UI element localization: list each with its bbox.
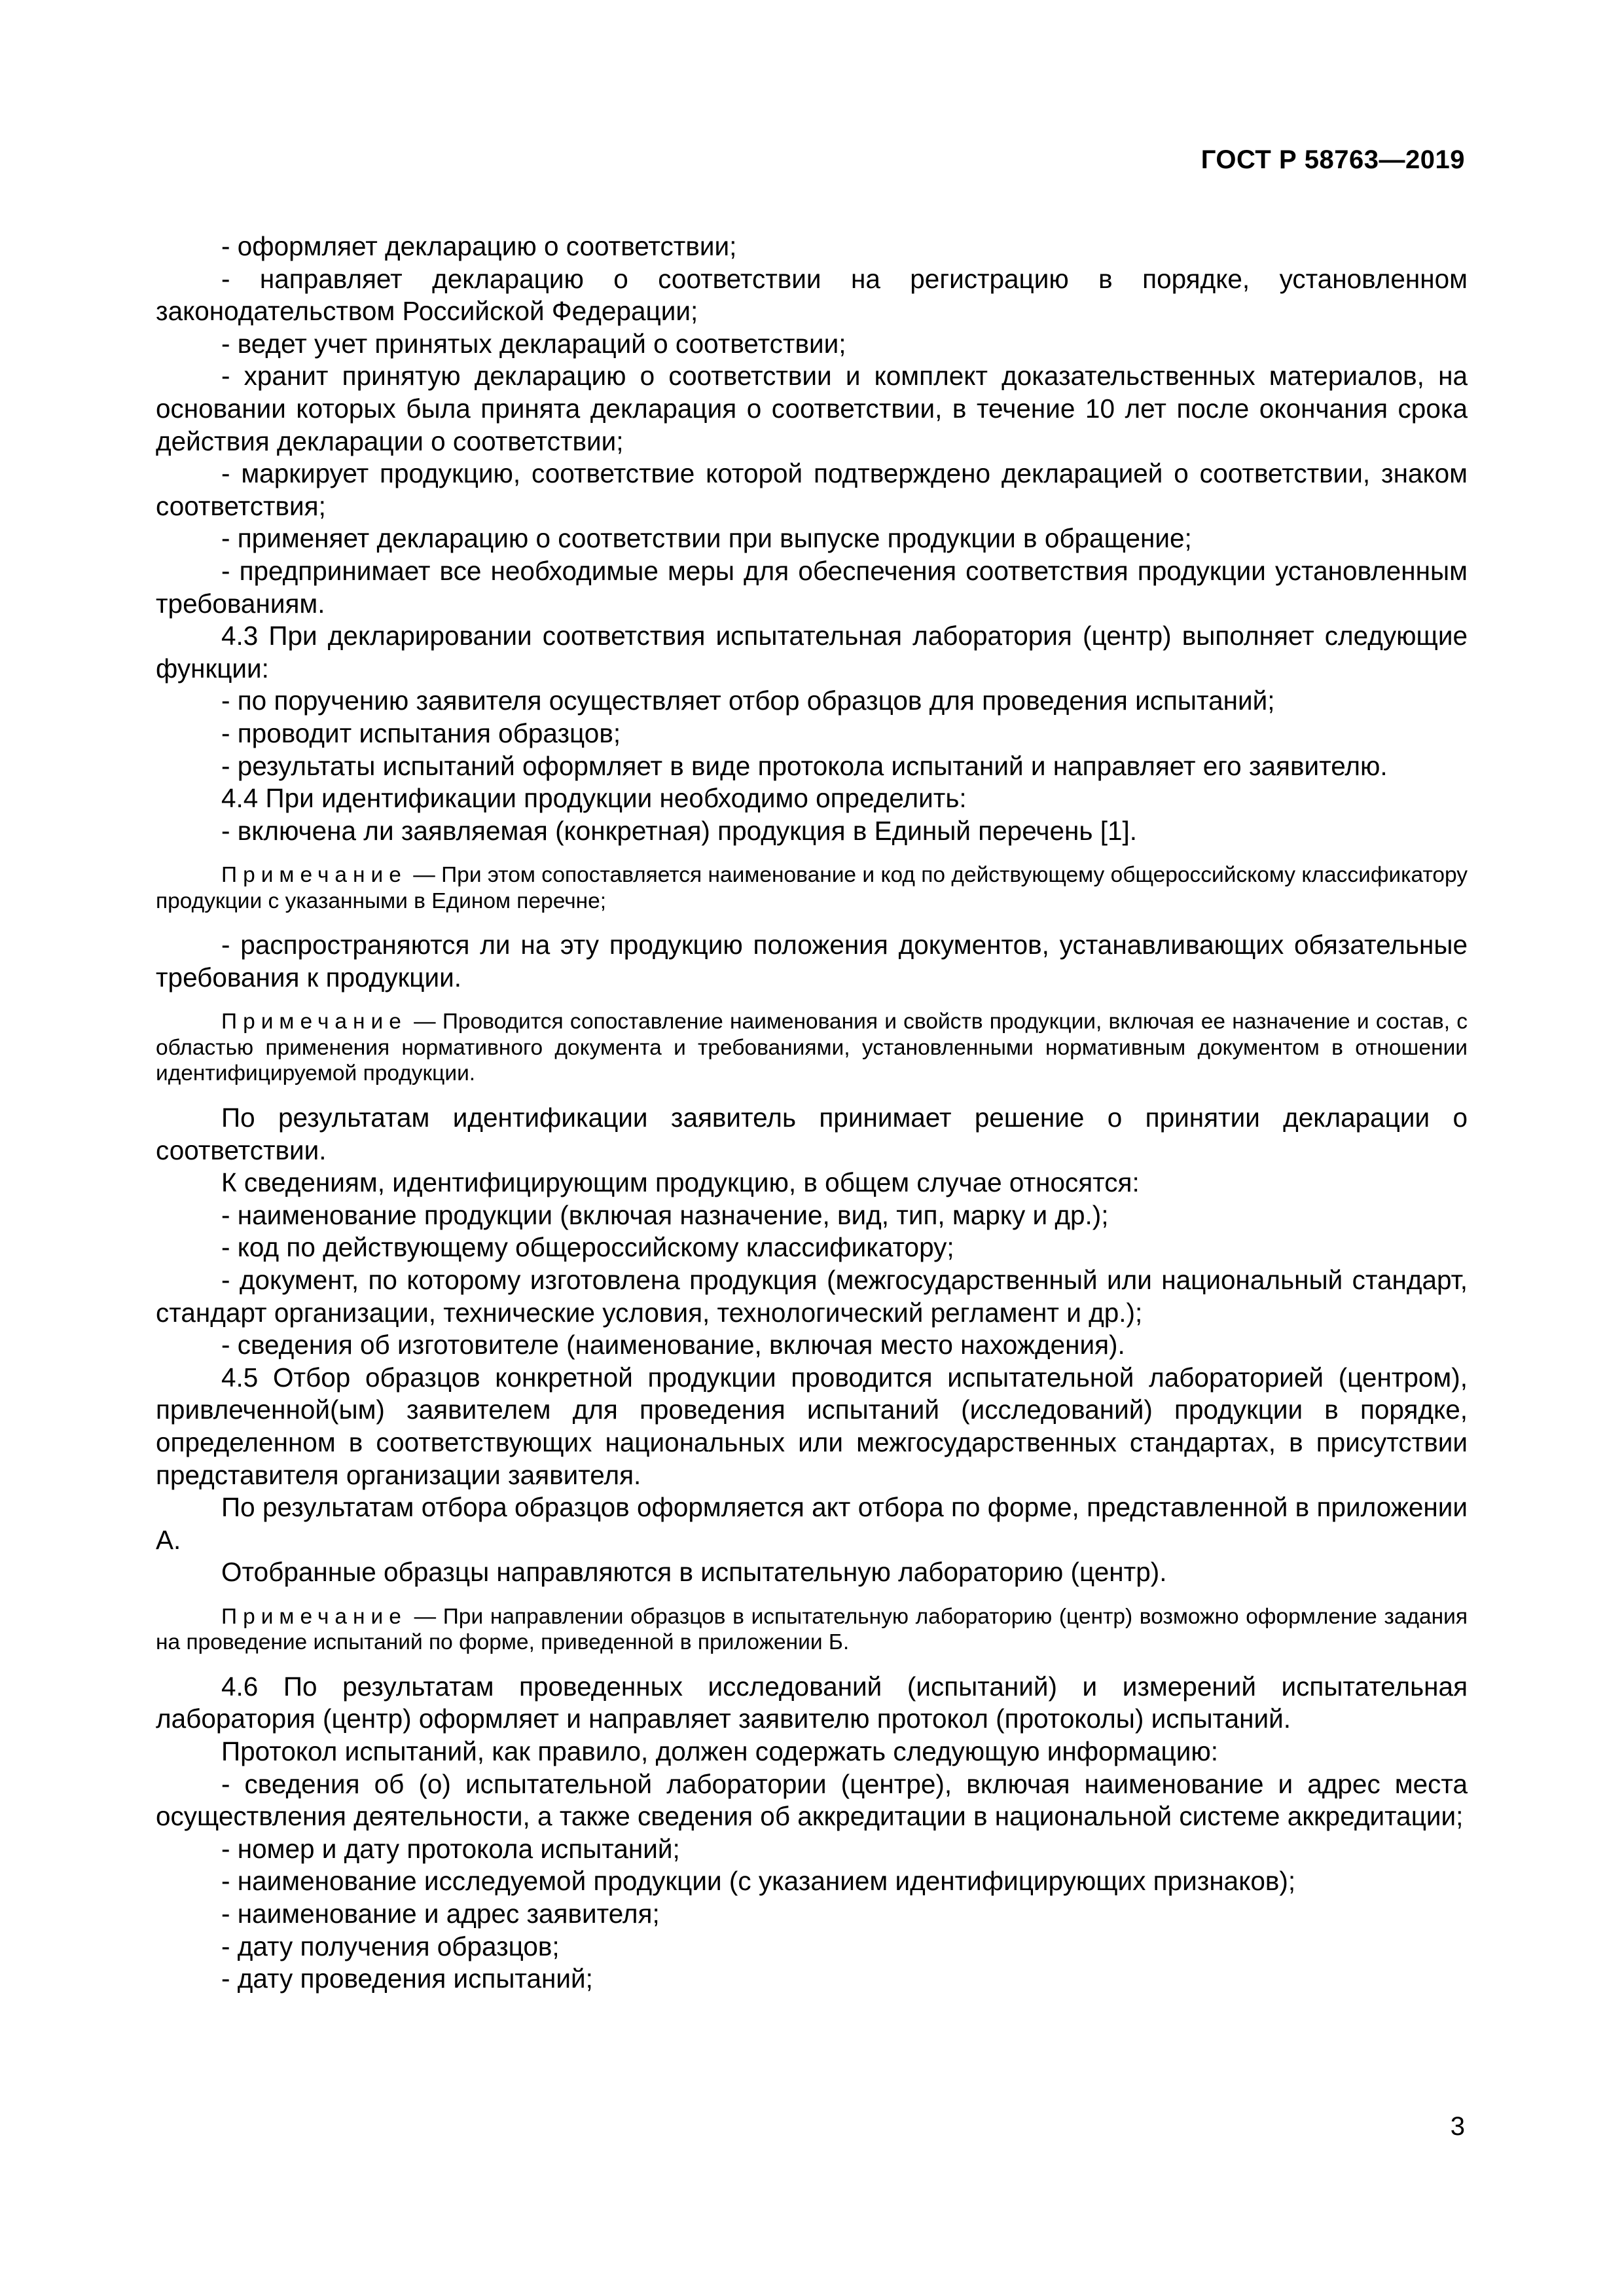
list-item: - ведет учет принятых деклараций о соответствии; [221, 328, 846, 359]
standard-code-header: ГОСТ Р 58763—2019 [1200, 145, 1465, 174]
clause-4-5: 4.5 Отбор образцов конкретной продукции проводится испытательной лабораторией (центром), привлеченной(ым) заявителем для проведения испытаний (исследований) продукции в порядке, определенном в соответствующих национальных или межгосударственных стандартах, в присутствии представителя организации заявителя. [156, 1362, 1468, 1490]
list-item: - дату получения образцов; [221, 1931, 560, 1961]
list-item: - применяет декларацию о соответствии при выпуске продукции в обращение; [221, 523, 1192, 554]
note-1 [156, 862, 1468, 914]
paragraph: К сведениям, идентифицирующим продукцию, в общем случае относятся: [221, 1167, 1140, 1198]
list-item: - направляет декларацию о соответствии на регистрацию в порядке, установленном законодательством Российской Федерации; [156, 263, 1468, 327]
list-item: - наименование продукции (включая назначение, вид, тип, марку и др.); [221, 1199, 1109, 1230]
note-text: — При направлении образцов в испытательную лабораторию (центр) возможно оформление задания на проведение испытаний по форме, приведенной в приложении Б. [156, 1604, 1468, 1655]
list-item: - хранит принятую декларацию о соответствии и комплект доказательственных материалов, на основании которых была принята декларация о соответствии, в течение 10 лет после окончания срока действия декларации о соответствии; [156, 361, 1468, 456]
clause-4-4: 4.4 При идентификации продукции необходимо определить: [221, 783, 967, 814]
list-item: - код по действующему общероссийскому классификатору; [221, 1232, 954, 1263]
list-item: - сведения об (о) испытательной лаборатории (центре), включая наименование и адрес места осуществления деятельности, а также сведения об аккредитации в национальной системе аккредитации; [156, 1768, 1468, 1832]
note-label: Примечание [221, 1604, 407, 1629]
paragraph: По результатам идентификации заявитель принимает решение о принятии декларации о соответствии. [156, 1102, 1468, 1165]
list-item: - по поручению заявителя осуществляет отбор образцов для проведения испытаний; [221, 685, 1275, 716]
list-item: - предпринимает все необходимые меры для обеспечения соответствия продукции установленным требованиям. [156, 555, 1468, 619]
list-item: - номер и дату протокола испытаний; [221, 1833, 680, 1864]
list-item: - дату проведения испытаний; [221, 1963, 593, 1994]
list-item: - распространяются ли на эту продукцию положения документов, устанавливающих обязательные требования к продукции. [156, 930, 1468, 993]
list-item: - включена ли заявляемая (конкретная) продукция в Единый перечень [1]. [221, 815, 1138, 846]
document-body [156, 230, 1468, 1995]
paragraph: По результатам отбора образцов оформляется акт отбора по форме, представленной в приложении А. [156, 1492, 1468, 1555]
clause-4-3: 4.3 При декларировании соответствия испытательная лаборатория (центр) выполняет следующие функции: [156, 621, 1468, 683]
paragraph: Протокол испытаний, как правило, должен содержать следующую информацию: [221, 1736, 1218, 1767]
list-item: - документ, по которому изготовлена продукция (межгосударственный или национальный стандарт, стандарт организации, технические условия, технологический регламент и др.); [156, 1264, 1468, 1328]
paragraph: Отобранные образцы направляются в испытательную лабораторию (центр). [221, 1557, 1167, 1588]
note-label: Примечание [221, 1010, 407, 1034]
list-item: - оформляет декларацию о соответствии; [221, 231, 737, 261]
list-item: - результаты испытаний оформляет в виде протокола испытаний и направляет его заявителю. [221, 750, 1388, 781]
list-item: - проводит испытания образцов; [221, 718, 621, 748]
clause-4-6: 4.6 По результатам проведенных исследований (испытаний) и измерений испытательная лаборатория (центр) оформляет и направляет заявителю протокол (протоколы) испытаний. [156, 1671, 1468, 1734]
note-text: — Проводится сопоставление наименования и свойств продукции, включая ее назначение и состав, с областью применения нормативного документа и требованиями, установленными нормативным документом в отношении идентифицируемой продукции. [156, 1010, 1468, 1086]
page-number: 3 [1450, 2112, 1465, 2141]
note-3 [156, 1604, 1468, 1656]
list-item: - маркирует продукцию, соответствие которой подтверждено декларацией о соответствии, знаком соответствия; [156, 458, 1468, 521]
note-text: — При этом сопоставляется наименование и код по действующему общероссийскому классификатору продукции с указанными в Едином перечне; [156, 863, 1468, 913]
list-item: - наименование и адрес заявителя; [221, 1899, 660, 1929]
list-item: - наименование исследуемой продукции (с указанием идентифицирующих признаков); [221, 1866, 1296, 1897]
note-2 [156, 1009, 1468, 1087]
note-label: Примечание [221, 863, 407, 888]
list-item: - сведения об изготовителе (наименование, включая место нахождения). [221, 1330, 1125, 1360]
